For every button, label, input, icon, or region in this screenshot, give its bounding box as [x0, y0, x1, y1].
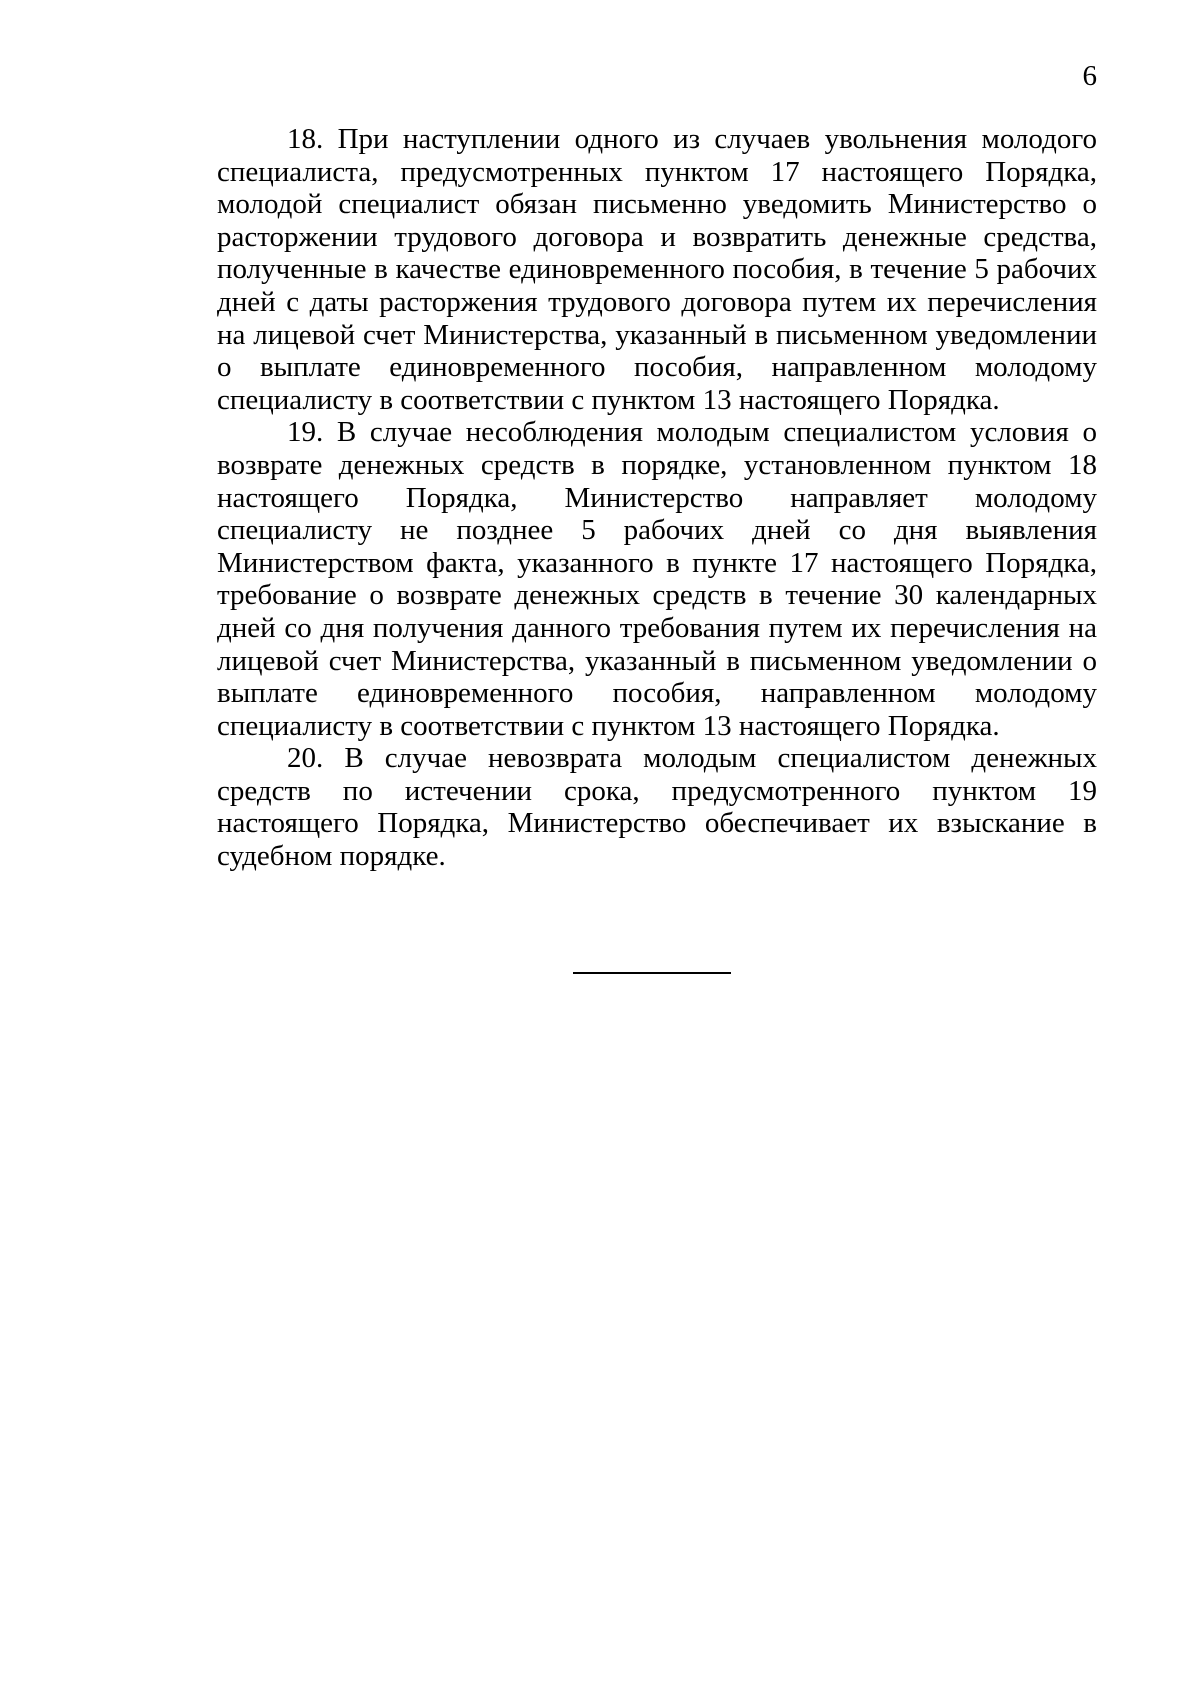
paragraph-18: 18. При наступлении одного из случаев увольнения молодого специалиста, предусмотренных пунктом 17 настоящего Порядка, молодой специалист обязан письменно уведомить Министерство о расторжении трудового договора и возвратить денежные средства, полученные в качестве единовременного пособия, в течение 5 рабочих дней с даты расторжения трудового договора путем их перечисления на лицевой счет Министерства, указанный в письменном уведомлении о выплате единовременного пособия, направленном молодому специалисту в соответствии с пунктом 13 настоящего Порядка. — [217, 123, 1097, 416]
page-number: 6 — [1082, 60, 1097, 92]
document-body — [217, 123, 1097, 873]
end-of-document-rule — [573, 972, 731, 974]
paragraph-20: 20. В случае невозврата молодым специалистом денежных средств по истечении срока, предусмотренного пунктом 19 настоящего Порядка, Министерство обеспечивает их взыскание в судебном порядке. — [217, 742, 1097, 873]
paragraph-19: 19. В случае несоблюдения молодым специалистом условия о возврате денежных средств в порядке, установленном пунктом 18 настоящего Порядка, Министерство направляет молодому специалисту не позднее 5 рабочих дней со дня выявления Министерством факта, указанного в пункте 17 настоящего Порядка, требование о возврате денежных средств в течение 30 календарных дней со дня получения данного требования путем их перечисления на лицевой счет Министерства, указанный в письменном уведомлении о выплате единовременного пособия, направленном молодому специалисту в соответствии с пунктом 13 настоящего Порядка. — [217, 416, 1097, 742]
